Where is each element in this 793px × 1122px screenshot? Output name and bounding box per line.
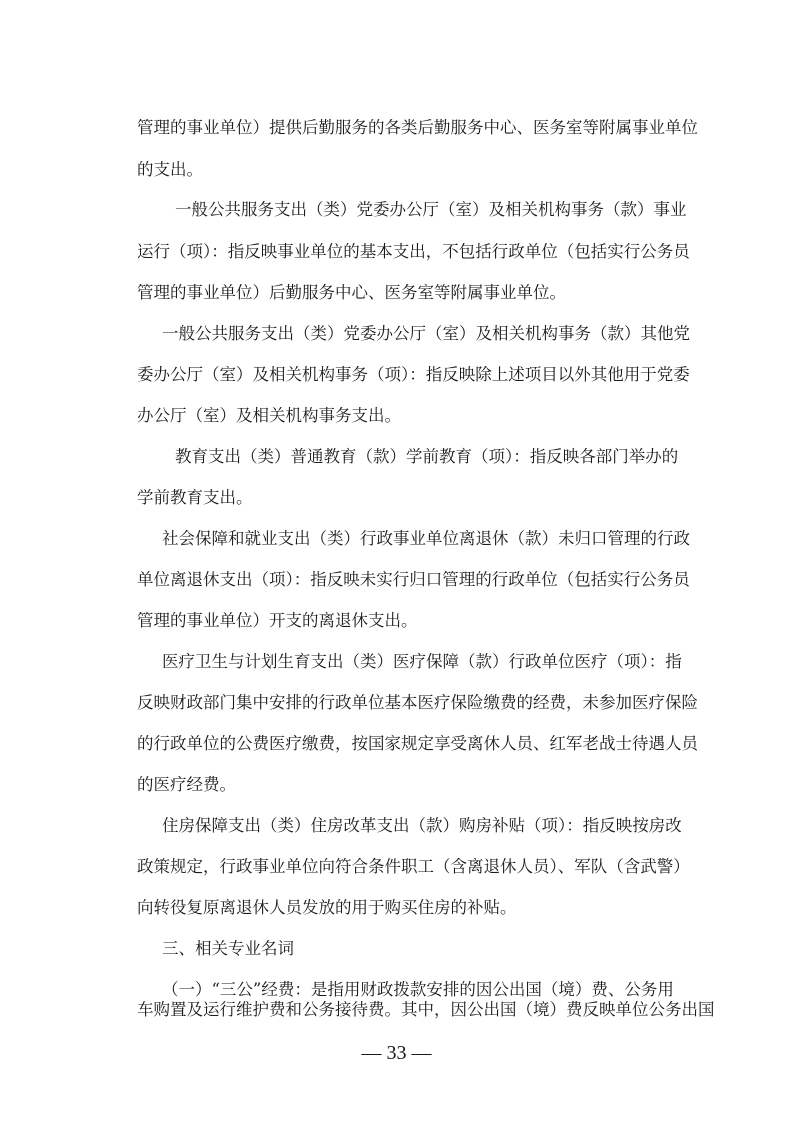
text-line-22: （一）“三公”经费：是指用财政拨款安排的因公出国（境）费、公务用 (162, 980, 674, 999)
text-line-17: 的医疗经费。 (137, 775, 236, 794)
text-line-1: 管理的事业单位）提供后勤服务的各类后勤服务中心、医务室等附属事业单位 (137, 118, 698, 137)
text-line-14: 医疗卫生与计划生育支出（类）医疗保障（款）行政单位医疗（项）：指 (162, 652, 682, 671)
text-line-18: 住房保障支出（类）住房改革支出（款）购房补贴（项）：指反映按房改 (162, 816, 682, 835)
text-line-15: 反映财政部门集中安排的行政单位基本医疗保险缴费的经费，未参加医疗保险 (137, 693, 698, 712)
text-line-13: 管理的事业单位）开支的离退休支出。 (137, 611, 418, 630)
text-line-20: 向转役复原离退休人员发放的用于购买住房的补贴。 (137, 898, 517, 917)
text-line-5: 管理的事业单位）后勤服务中心、医务室等附属事业单位。 (137, 283, 566, 302)
text-line-3: 一般公共服务支出（类）党委办公厅（室）及相关机构事务（款）事业 (175, 200, 687, 219)
text-line-16: 的行政单位的公费医疗缴费，按国家规定享受离休人员、红军老战士待遇人员 (137, 734, 698, 753)
text-line-6: 一般公共服务支出（类）党委办公厅（室）及相关机构事务（款）其他党 (162, 324, 690, 343)
text-line-23: 车购置及运行维护费和公务接待费。其中，因公出国（境）费反映单位公务出国 (137, 1000, 715, 1019)
text-line-12: 单位离退休支出（项）：指反映未实行归口管理的行政单位（包括实行公务员 (137, 570, 690, 589)
page-number: — 33 — (361, 1042, 432, 1064)
text-line-11: 社会保障和就业支出（类）行政事业单位离退休（款）未归口管理的行政 (162, 529, 690, 548)
text-line-7: 委办公厅（室）及相关机构事务（项）：指反映除上述项目以外其他用于党委 (137, 365, 690, 384)
section-heading: 三、相关专业名词 (162, 939, 294, 958)
text-line-10: 学前教育支出。 (137, 488, 253, 507)
text-line-8: 办公厅（室）及相关机构事务支出。 (137, 406, 401, 425)
text-line-9: 教育支出（类）普通教育（款）学前教育（项）：指反映各部门举办的 (175, 447, 679, 466)
text-line-19: 政策规定，行政事业单位向符合条件职工（含离退休人员）、军队（含武警） (137, 857, 690, 876)
text-line-2: 的支出。 (137, 160, 203, 179)
text-line-4: 运行（项）：指反映事业单位的基本支出，不包括行政单位（包括实行公务员 (137, 242, 690, 261)
